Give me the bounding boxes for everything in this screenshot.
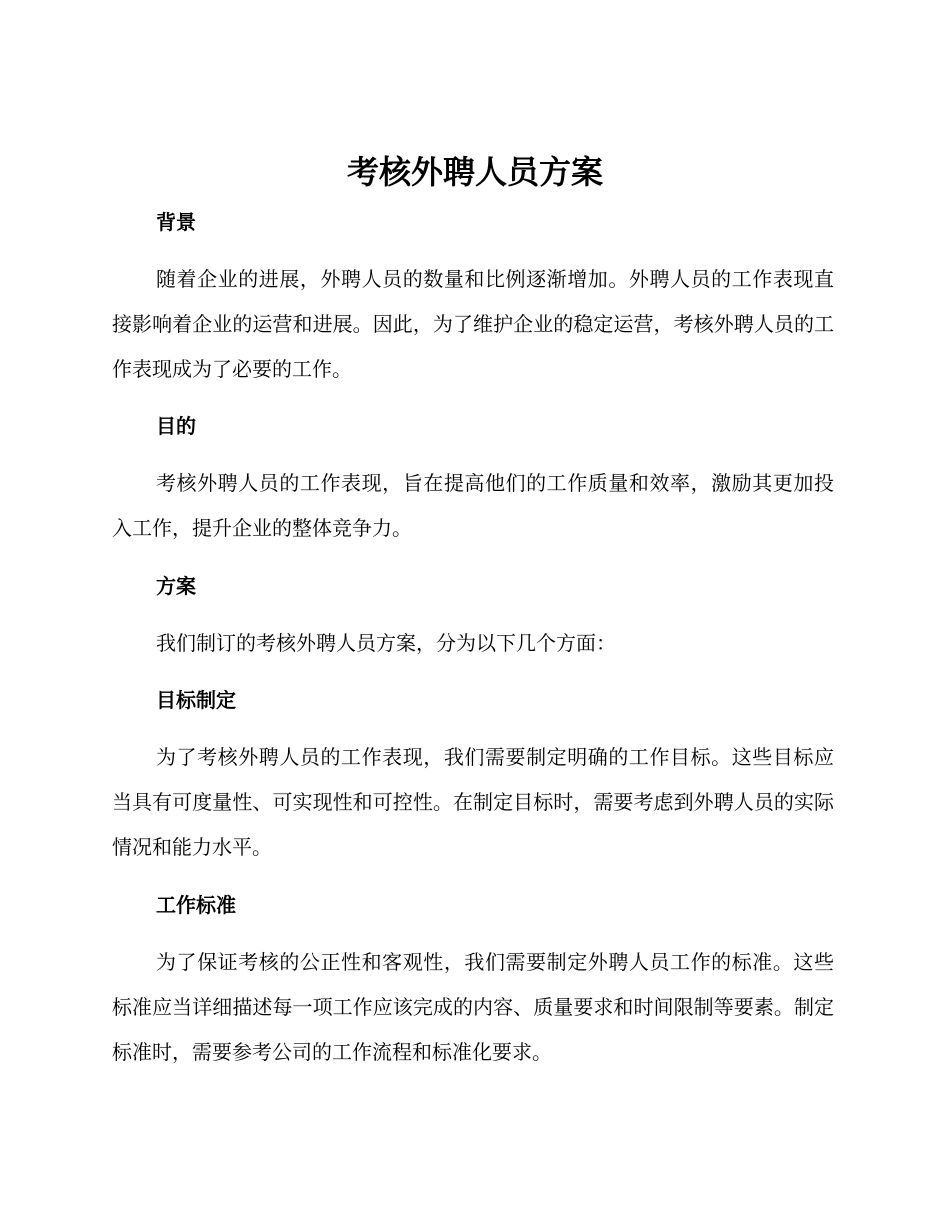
section-heading-background: 背景 <box>156 210 196 234</box>
section-paragraph-plan: 我们制订的考核外聘人员方案，分为以下几个方面： <box>156 631 616 655</box>
section-paragraph-background: 随着企业的进展，外聘人员的数量和比例逐渐增加。外聘人员的工作表现直接影响着企业的运营和进展。因此，为了维护企业的稳定运营，考核外聘人员的工作表现成为了必要的工作。 <box>112 267 834 381</box>
section-paragraph-work-standards: 为了保证考核的公正性和客观性，我们需要制定外聘人员工作的标准。这些标准应当详细描述每一项工作应该完成的内容、质量要求和时间限制等要素。制定标准时，需要参考公司的工作流程和标准化要求。 <box>112 950 834 1064</box>
document-title: 考核外聘人员方案 <box>346 153 603 191</box>
section-heading-goal-setting: 目标制定 <box>156 688 236 712</box>
section-heading-purpose: 目的 <box>156 414 196 438</box>
section-paragraph-purpose: 考核外聘人员的工作表现，旨在提高他们的工作质量和效率，激励其更加投入工作，提升企业的整体竞争力。 <box>112 471 834 540</box>
section-paragraph-goal-setting: 为了考核外聘人员的工作表现，我们需要制定明确的工作目标。这些目标应当具有可度量性、可实现性和可控性。在制定目标时，需要考虑到外聘人员的实际情况和能力水平。 <box>112 745 834 859</box>
section-heading-plan: 方案 <box>156 574 196 598</box>
section-heading-work-standards: 工作标准 <box>156 893 236 917</box>
